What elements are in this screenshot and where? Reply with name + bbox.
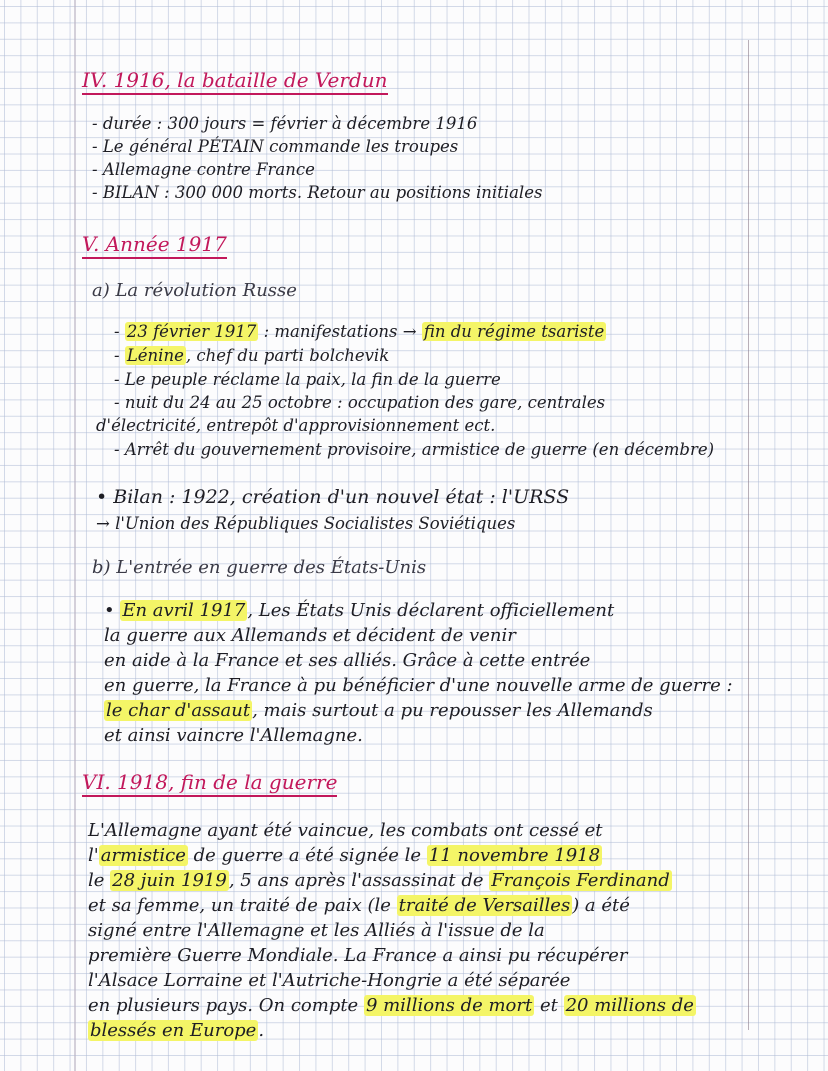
s4-line-4: - BILAN : 300 000 morts. Retour au positions initiales [92, 183, 543, 202]
s5b-line-1: • En avril 1917 , Les États Unis déclarent officiellement [104, 600, 615, 621]
s6-line-6: première Guerre Mondiale. La France a ainsi pu récupérer [88, 945, 628, 966]
s6-line-7: l'Alsace Lorraine et l'Autriche-Hongrie a été séparée [88, 970, 571, 991]
s5b-line-2: la guerre aux Allemands et décident de venir [104, 625, 516, 646]
s6-line-3: le 28 juin 1919 , 5 ans après l'assassinat de François Ferdinand [88, 870, 670, 891]
notebook-right-edge [748, 40, 749, 1030]
s5-bilan-line-1: • Bilan : 1922, création d'un nouvel état : l'URSS [96, 486, 570, 508]
highlight-blesses: blessés en Europe [90, 1020, 257, 1041]
s5-bilan-line-2: → l'Union des Républiques Socialistes Soviétiques [96, 514, 516, 533]
s6-line-9: blessés en Europe . [90, 1020, 265, 1041]
s5b-line-5: le char d'assaut , mais surtout a pu repousser les Allemands [106, 700, 653, 721]
s6-line-5: signé entre l'Allemagne et les Alliés à l'issue de la [88, 920, 545, 941]
s5a-line-5: d'électricité, entrepôt d'approvisionnement ect. [96, 416, 496, 435]
highlight-11-nov-1918: 11 novembre 1918 [428, 845, 601, 866]
s5a-line-1: - 23 février 1917 : manifestations → fin du régime tsariste [114, 322, 605, 341]
highlight-20-millions: 20 millions de [565, 995, 694, 1016]
s4-line-3: - Allemagne contre France [92, 160, 315, 179]
s6-line-4: et sa femme, un traité de paix (le traité de Versailles ) a été [88, 895, 630, 916]
highlight-francois-ferdinand: François Ferdinand [491, 870, 670, 891]
s4-line-1: - durée : 300 jours = février à décembre 1916 [92, 114, 478, 133]
s5a-line-4: - nuit du 24 au 25 octobre : occupation des gare, centrales [114, 393, 606, 412]
highlight-28-juin-1919: 28 juin 1919 [112, 870, 227, 891]
subsection-b-title: b) L'entrée en guerre des États-Unis [92, 557, 427, 578]
highlight-char-assaut: le char d'assaut [106, 700, 251, 721]
highlight-traite-versailles: traité de Versailles [398, 895, 571, 916]
s6-line-8: en plusieurs pays. On compte 9 millions de mort et 20 millions de [88, 995, 694, 1016]
notebook-margin-line [74, 0, 76, 1071]
s6-line-1: L'Allemagne ayant été vaincue, les combats ont cessé et [88, 820, 603, 841]
section-6-title: VI. 1918, fin de la guerre [82, 770, 337, 797]
section-5-title: V. Année 1917 [82, 232, 227, 259]
s5a-line-2: - Lénine , chef du parti bolchevik [114, 346, 390, 365]
s5a-line-6: - Arrêt du gouvernement provisoire, armistice de guerre (en décembre) [114, 440, 715, 459]
highlight-9-millions: 9 millions de mort [365, 995, 533, 1016]
s5b-line-6: et ainsi vaincre l'Allemagne. [104, 725, 363, 746]
subsection-a-title: a) La révolution Russe [92, 280, 297, 301]
highlight-date: 23 février 1917 [126, 322, 257, 341]
highlight-armistice: armistice [100, 845, 186, 866]
highlight-april-1917: En avril 1917 [122, 600, 246, 621]
s5b-line-3: en aide à la France et ses alliés. Grâce à cette entrée [104, 650, 591, 671]
s6-line-2: l' armistice de guerre a été signée le 11 novembre 1918 [88, 845, 601, 866]
highlight-lenine: Lénine [126, 346, 184, 365]
highlight-tsarist-end: fin du régime tsariste [423, 322, 605, 341]
section-4-title: IV. 1916, la bataille de Verdun [82, 68, 388, 95]
s5b-line-4: en guerre, la France à pu bénéficier d'une nouvelle arme de guerre : [104, 675, 733, 696]
s4-line-2: - Le général PÉTAIN commande les troupes [92, 137, 459, 156]
s5a-line-3: - Le peuple réclame la paix, la fin de la guerre [114, 370, 501, 389]
